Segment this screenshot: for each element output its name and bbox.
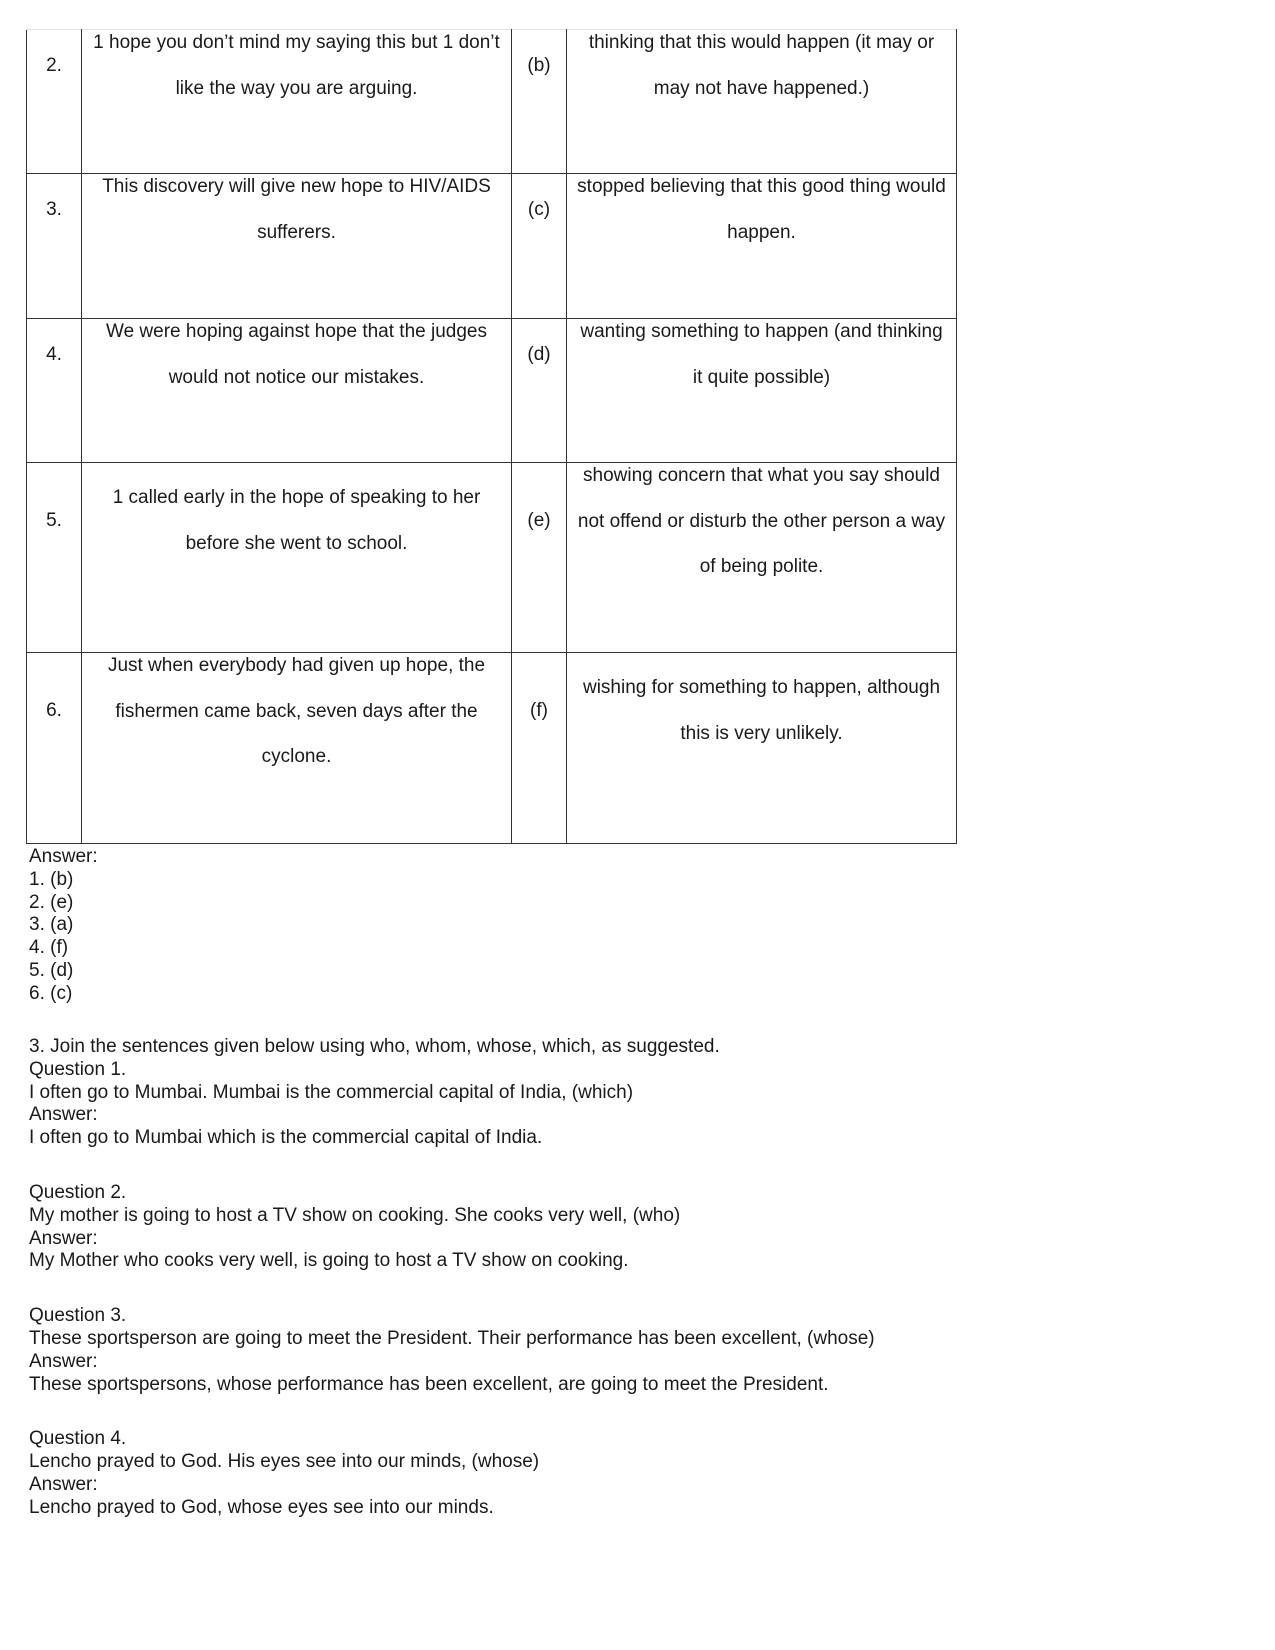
option-letter-text: (c) [527,199,551,220]
meaning-cell-line: showing concern that what you say should [583,465,940,486]
question-block [29,1305,875,1396]
meaning-cell-line: may not have happened.) [653,77,870,99]
answer-label: Answer: [29,1227,98,1249]
sentence-cell-line: This discovery will give new hope to HIV/AIDS [102,176,491,197]
option-letter [512,319,567,463]
table-row [27,174,957,319]
answer-item: 4. (f) [29,937,69,959]
table-row [27,30,957,174]
row-number-text: 2. [46,55,62,76]
row-number [27,653,82,844]
sentence-cell-line: sufferers. [257,221,336,243]
answer-item: 1. (b) [29,868,74,890]
question-label: Question 2. [29,1181,127,1203]
answer-label: Answer: [29,1104,98,1126]
option-letter [512,653,567,844]
row-number-text: 3. [46,199,62,220]
row-number-text: 4. [46,344,62,365]
sentence-cell-line: 1 hope you don’t mind my saying this but 1 don’t [93,32,500,53]
option-letter [512,30,567,174]
meaning-cell-line: wanting something to happen (and thinking [580,321,943,342]
sentence-cell-line: cyclone. [261,746,332,767]
question-label: Question 3. [29,1305,127,1327]
option-letter [512,174,567,319]
question-block [29,1428,875,1519]
sentence-cell-line: before she went to school. [185,532,408,554]
answer-text: These sportspersons, whose performance has been excellent, are going to meet the President. [29,1373,829,1395]
question-prompt: Lencho prayed to God. His eyes see into our minds, (whose) [29,1451,540,1473]
answer-label: Answer: [29,1473,98,1495]
sentence-cell [82,174,512,319]
row-number [27,30,82,174]
option-letter-text: (b) [527,55,551,76]
sentence-cell [82,653,512,844]
option-letter-text: (f) [530,700,548,721]
sentence-cell [82,319,512,463]
meaning-cell-line: stopped believing that this good thing would [577,176,946,197]
table-row [27,653,957,844]
meaning-cell-line: happen. [727,221,796,243]
row-number-text: 6. [46,700,62,721]
question-block [29,1182,875,1273]
question-label: Question 1. [29,1058,127,1080]
question-label: Question 4. [29,1428,127,1450]
option-letter [512,463,567,653]
answer-item: 2. (e) [29,891,74,913]
row-number [27,319,82,463]
answer-item: 3. (a) [29,914,74,936]
sentence-cell-line: 1 called early in the hope of speaking to her [112,487,481,508]
meaning-cell [567,653,957,844]
answer-heading: Answer: [29,846,98,867]
question-prompt: I often go to Mumbai. Mumbai is the commercial capital of India, (which) [29,1081,634,1103]
answer-item: 5. (d) [29,959,74,981]
matching-table [26,29,957,844]
meaning-cell [567,30,957,174]
question-block [29,1059,875,1150]
answer-text: Lencho prayed to God, whose eyes see into our minds. [29,1496,494,1518]
sentence-cell-line: Just when everybody had given up hope, the [107,655,486,676]
meaning-cell-line: this is very unlikely. [680,722,843,744]
answer-text: I often go to Mumbai which is the commercial capital of India. [29,1127,543,1149]
sentence-cell-line: like the way you are arguing. [175,77,418,99]
sentence-cell-line: would not notice our mistakes. [168,366,425,388]
meaning-cell-line: wishing for something to happen, although [582,677,941,698]
answer-key [29,846,98,1006]
row-number [27,463,82,653]
table-row [27,463,957,653]
option-letter-text: (d) [527,344,551,365]
sentence-cell-line: fishermen came back, seven days after the [115,700,478,722]
option-letter-text: (e) [527,510,551,531]
meaning-cell-line: of being polite. [699,556,824,577]
answer-text: My Mother who cooks very well, is going to host a TV show on cooking. [29,1250,629,1272]
sentence-cell [82,463,512,653]
sentence-cell [82,30,512,174]
meaning-cell-line: it quite possible) [692,366,831,388]
sentence-cell-line: We were hoping against hope that the judges [106,321,487,342]
row-number [27,174,82,319]
question-prompt: These sportsperson are going to meet the President. Their performance has been excellent, (whose) [29,1327,875,1349]
table-row [27,319,957,463]
meaning-cell [567,319,957,463]
meaning-cell-line: thinking that this would happen (it may or [588,32,935,53]
answer-item: 6. (c) [29,982,73,1004]
question-prompt: My mother is going to host a TV show on cooking. She cooks very well, (who) [29,1204,681,1226]
section-title: 3. Join the sentences given below using who, whom, whose, which, as suggested. [29,1036,720,1057]
section-3 [29,1036,875,1520]
meaning-cell [567,463,957,653]
row-number-text: 5. [46,510,62,531]
answer-label: Answer: [29,1350,98,1372]
meaning-cell-line: not offend or disturb the other person a way [577,510,946,532]
meaning-cell [567,174,957,319]
